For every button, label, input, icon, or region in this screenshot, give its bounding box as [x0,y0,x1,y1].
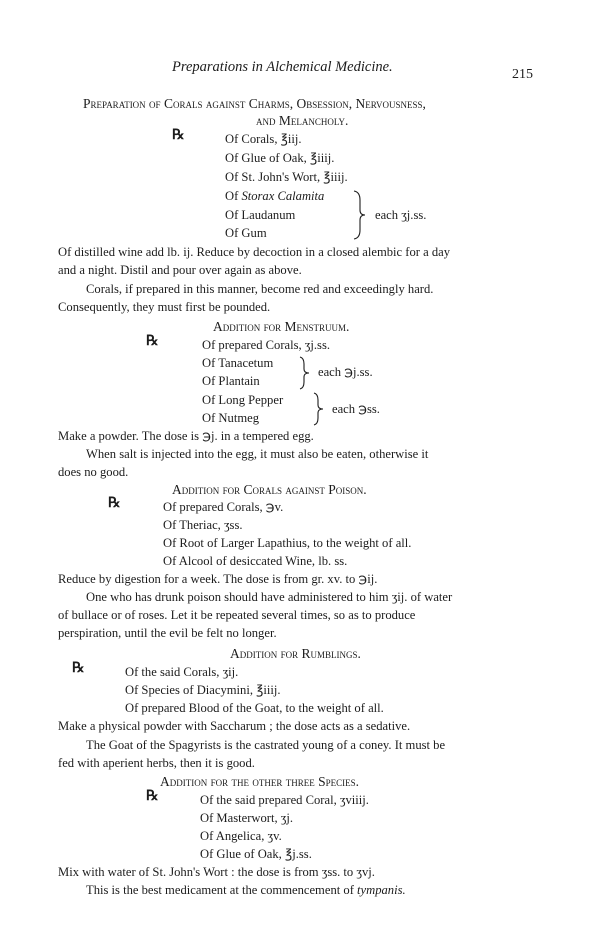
recipe-symbol: ℞ [146,789,159,804]
ingredient: Of Corals, ℥iij. [225,132,302,146]
ingredient: Of Storax Calamita [225,189,325,203]
brace-icon [298,356,310,390]
paragraph-line: fed with aperient herbs, then it is good. [58,756,255,770]
paragraph-line: and a night. Distil and pour over again as above. [58,263,302,277]
paragraph-line: Mix with water of St. John's Wort : the dose is from ʒss. to ʒvj. [58,865,375,879]
ingredient: Of the said Corals, ʒij. [125,665,239,679]
section-title-rumblings: Addition for Rumblings. [230,646,361,661]
paragraph-line: Of distilled wine add lb. ij. Reduce by decoction in a closed alembic for a day [58,245,451,259]
section-title-menstruum: Addition for Menstruum. [213,319,350,334]
paragraph-line: does no good. [58,465,129,479]
brace-icon [312,392,324,426]
recipe-symbol: ℞ [108,496,121,511]
ingredient: Of Glue of Oak, ℥iiij. [225,151,335,165]
ingredient: Of Glue of Oak, ℥j.ss. [200,847,312,861]
ingredient: Of prepared Blood of the Goat, to the weight of all. [125,701,384,715]
ingredient: Of St. John's Wort, ℥iiij. [225,170,348,184]
paragraph-line: Make a powder. The dose is ℈j. in a tempered egg. [58,429,314,443]
paragraph-line: Make a physical powder with Saccharum ; the dose acts as a sedative. [58,719,411,733]
ingredient: Of Root of Larger Lapathius, to the weight of all. [163,536,412,550]
section-title-other-species: Addition for the other three Species. [160,774,359,789]
paragraph-line: Reduce by digestion for a week. The dose is from gr. xv. to ℈ij. [58,572,378,586]
ingredient: Of Plantain [202,374,260,388]
ingredient: Of prepared Corals, ℈v. [163,500,284,514]
ingredient: Of Gum [225,226,267,240]
ingredient: Of Nutmeg [202,411,260,425]
ingredient: Of Tanacetum [202,356,274,370]
recipe-symbol: ℞ [172,128,185,143]
paragraph-line: perspiration, until the evil be felt no longer. [58,626,277,640]
page-number: 215 [512,67,533,82]
ingredient: Of Angelica, ʒv. [200,829,282,843]
paragraph-line: Corals, if prepared in this manner, become red and exceedingly hard. [86,282,434,296]
recipe-symbol: ℞ [146,334,159,349]
paragraph-line: The Goat of the Spagyrists is the castrated young of a coney. It must be [86,738,446,752]
paragraph-line: Consequently, they must first be pounded. [58,300,271,314]
brace-icon [352,190,366,240]
ingredient: Of Theriac, ʒss. [163,518,243,532]
dosage-note: each ℈ss. [332,402,380,416]
dosage-note: each ℈j.ss. [318,365,373,379]
paragraph-line: of bullace or of roses. Let it be repeated several times, so as to produce [58,608,416,622]
section-title-corals: Preparation of Corals against Charms, Obsession, Nervousness, [83,96,426,111]
ingredient: Of Alcool of desiccated Wine, lb. ss. [163,554,348,568]
ingredient: Of Laudanum [225,208,296,222]
section-title-corals-2: and Melancholy. [256,113,349,128]
ingredient: Of the said prepared Coral, ʒviiij. [200,793,369,807]
paragraph-line: When salt is injected into the egg, it must also be eaten, otherwise it [86,447,429,461]
ingredient: Of prepared Corals, ʒj.ss. [202,338,330,352]
dosage-note: each ʒj.ss. [375,208,427,222]
ingredient: Of Long Pepper [202,393,284,407]
paragraph-line: This is the best medicament at the commencement of tympanis. [86,883,406,897]
paragraph-line: One who has drunk poison should have administered to him ʒij. of water [86,590,453,604]
running-header-title: Preparations in Alchemical Medicine. [172,59,393,75]
ingredient: Of Masterwort, ʒj. [200,811,294,825]
ingredient: Of Species of Diacymini, ℥iiij. [125,683,281,697]
recipe-symbol: ℞ [72,661,85,676]
section-title-poison: Addition for Corals against Poison. [172,482,367,497]
